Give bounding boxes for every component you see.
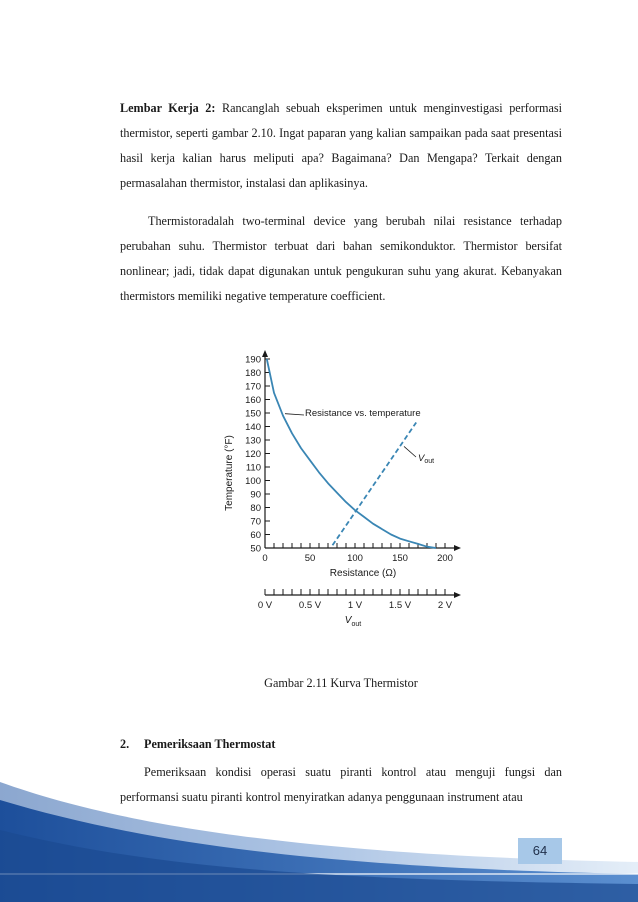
footer-decoration: [0, 770, 638, 902]
vout-tick-label: 1 V: [347, 600, 363, 611]
series-label-resistance: Resistance vs. temperature: [305, 408, 421, 419]
worksheet-text: Rancanglah sebuah eksperimen untuk menginvestigasi performasi thermistor, seperti gambar 2.10. Ingat paparan yang kalian sampaikan pada saat presentasi hasil kerja kalian harus meliputi apa? Bagaimana? Dan Mengapa? Terkait dengan permasalahan thermistor, instalasi dan aplikasinya.: [120, 101, 562, 190]
y-tick-label: 160: [245, 395, 261, 406]
intro-text: Thermistoradalah two-terminal device yang berubah nilai resistance terhadap perubahan suhu. Thermistor terbuat dari bahan semikonduktor. Thermistor bersifat nonlinear; jadi, tidak dapat digunakan untuk pengukuran suhu yang akurat. Kebanyakan thermistors memiliki negative temperature coefficient.: [120, 214, 562, 303]
y-tick-label: 130: [245, 435, 261, 447]
x-tick-label: 50: [304, 553, 316, 564]
intro-paragraph: [120, 209, 562, 309]
y-tick-label: 150: [245, 408, 261, 420]
y-tick-label: 70: [250, 516, 261, 528]
vout-tick-label: 2 V: [437, 600, 453, 611]
y-tick-label: 60: [250, 530, 261, 541]
y-tick-label: 140: [245, 422, 261, 433]
section-heading: [120, 737, 275, 752]
y-axis: [245, 350, 270, 555]
vout-axis-arrow: [454, 592, 461, 598]
thermistor-chart: [200, 345, 470, 635]
vout-line: [333, 422, 417, 545]
y-tick-label: 120: [245, 449, 261, 460]
y-tick-label: 90: [250, 489, 261, 501]
section-number: 2.: [120, 737, 130, 751]
section-title: Pemeriksaan Thermostat: [144, 737, 276, 751]
worksheet-paragraph: [120, 96, 562, 196]
figure-caption: Gambar 2.11 Kurva Thermistor: [264, 676, 418, 690]
vout-tick-label: 1.5 V: [388, 600, 412, 611]
series-label-vout: $V_{out}$: [418, 453, 435, 465]
y-tick-label: 100: [245, 476, 261, 487]
x-tick-label: 200: [437, 553, 453, 564]
section-text: Pemeriksaan kondisi operasi suatu piranti kontrol atau menguji fungsi dan performansi suatu piranti kontrol menyiratkan adanya penggunaan instrument atau: [120, 765, 562, 804]
worksheet-label: Lembar Kerja 2:: [120, 101, 216, 115]
y-tick-label: 80: [250, 503, 261, 514]
x-tick-label: 150: [392, 553, 408, 564]
resistance-leader: [285, 414, 304, 415]
x-tick-label: 100: [347, 553, 363, 564]
x-axis: [262, 543, 461, 564]
x-axis-label: Resistance (Ω): [329, 568, 397, 579]
y-axis-label: Temperature (°F): [224, 435, 235, 511]
resistance-curve: [267, 359, 436, 548]
y-axis-arrow: [262, 350, 268, 357]
y-tick-label: 50: [250, 543, 261, 555]
vout-axis-label: $V_{out}$: [344, 615, 362, 628]
x-tick-label: 0: [262, 553, 268, 564]
y-tick-label: 170: [245, 381, 261, 393]
y-tick-label: 110: [245, 462, 261, 474]
vout-tick-label: 0.5 V: [298, 600, 322, 611]
y-tick-label: 180: [245, 368, 261, 379]
vout-axis: [258, 589, 461, 611]
y-tick-label: 190: [245, 354, 261, 366]
x-axis-arrow: [454, 545, 461, 551]
vout-tick-label: 0 V: [257, 600, 273, 611]
page-number: 64: [518, 838, 562, 864]
chart-series: [267, 359, 436, 548]
vout-leader: [404, 446, 416, 457]
